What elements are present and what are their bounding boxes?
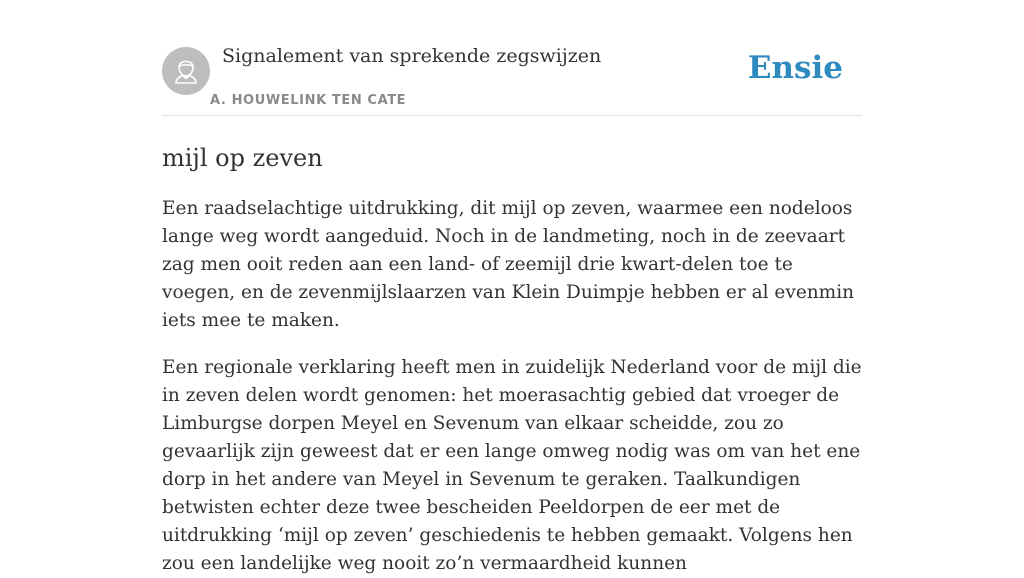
- source-header: [162, 0, 862, 116]
- author-name[interactable]: A. HOUWELINK TEN CATE: [210, 93, 407, 108]
- book-title[interactable]: Signalement van sprekende zegswijzen: [222, 45, 602, 67]
- entry-paragraph: Een raadselachtige uitdrukking, dit mijl op zeven, waarmee een nodeloos lange weg wordt aangeduid. Noch in de landmeting, noch in de zeevaart zag men ooit reden aan een land- of zeemijl drie kwart-delen toe te voegen, en de zevenmijlslaarzen van Klein Duimpje hebben er al evenmin iets mee te maken.: [162, 198, 855, 331]
- user-icon: [162, 47, 210, 95]
- content-column: [162, 0, 862, 578]
- entry-paragraph: Een regionale verklaring heeft men in zuidelijk Nederland voor de mijl die in zeven delen wordt genomen: het moerasachtig gebied dat vroeger de Limburgse dorpen Meyel en Sevenum van elkaar scheidde, zou zo gevaarlijk zijn geweest dat er een lange omweg nodig was om van het ene dorp in het andere van Meyel in Sevenum te geraken. Taalkundigen betwisten echter deze twee bescheiden Peeldorpen de eer met de uitdrukking ‘mijl op zeven’ geschiedenis te hebben gemaakt. Volgens hen zou een landelijke weg nooit zo’n vermaardheid kunnen: [162, 357, 862, 574]
- author-avatar: [162, 47, 210, 95]
- ensie-logo[interactable]: Ensie: [747, 50, 843, 86]
- entry-title: mijl op zeven: [162, 144, 323, 172]
